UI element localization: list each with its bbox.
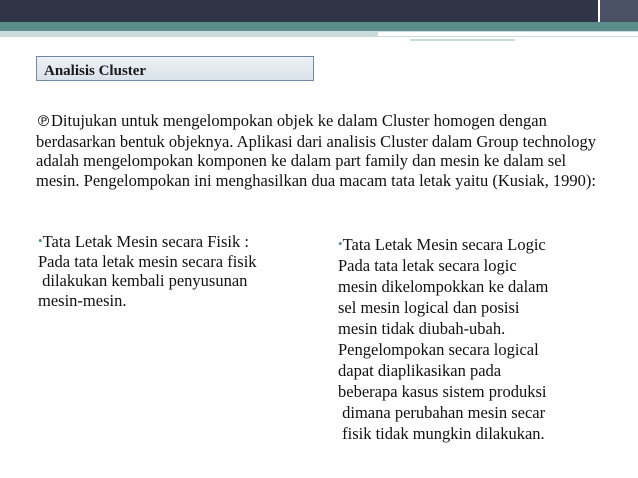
- left-column-line: dilakukan kembali penyusunan: [38, 271, 248, 290]
- right-column-line: mesin tidak diubah-ubah.: [338, 319, 506, 338]
- header-bar-accent-line: [410, 39, 515, 41]
- header-bar-highlight: [378, 32, 638, 36]
- right-column-line: Pada tata letak secara logic: [338, 256, 517, 275]
- bullet-icon: •: [338, 236, 343, 251]
- right-column-line: sel mesin logical dan posisi: [338, 298, 520, 317]
- right-column-line: dapat diaplikasikan pada: [338, 361, 502, 380]
- left-column: [38, 231, 318, 310]
- right-column-line: mesin dikelompokkan ke dalam: [338, 277, 549, 296]
- intro-text: Ditujukan untuk mengelompokan objek ke dalam Cluster homogen dengan berdasarkan bentuk objeknya. Aplikasi dari analisis Cluster dalam Group technology adalah mengelompokan komponen ke dalam part family dan mesin ke dalam sel mesin. Pengelompokan ini menghasilkan dua macam tata letak yaitu (Kusiak, 1990):: [36, 111, 596, 190]
- right-column-line: dimana perubahan mesin secar: [338, 403, 546, 422]
- bullet-icon: •: [38, 233, 43, 248]
- header-bar-teal: [0, 22, 638, 31]
- right-column-line: •Tata Letak Mesin secara Logic: [338, 235, 546, 254]
- slide-title: Analisis Cluster: [44, 63, 147, 79]
- right-column-line: Pengelompokan secara logical: [338, 340, 539, 359]
- intro-paragraph: [36, 111, 606, 190]
- left-column-line: mesin-mesin.: [38, 290, 127, 310]
- header-bar-divider: [598, 0, 600, 22]
- right-column-line: fisik tidak mungkin dilakukan.: [338, 424, 545, 443]
- right-column-line: beberapa kasus sistem produksi: [338, 382, 547, 401]
- left-column-line: •Tata Letak Mesin secara Fisik :: [38, 232, 249, 251]
- right-column: [338, 233, 606, 444]
- intro-bullet-icon: ℗: [36, 112, 51, 130]
- left-column-line: Pada tata letak mesin secara fisik: [38, 251, 257, 271]
- header-bar-dark: [0, 0, 598, 22]
- title-box: [36, 56, 314, 81]
- header-bar-corner: [598, 0, 638, 22]
